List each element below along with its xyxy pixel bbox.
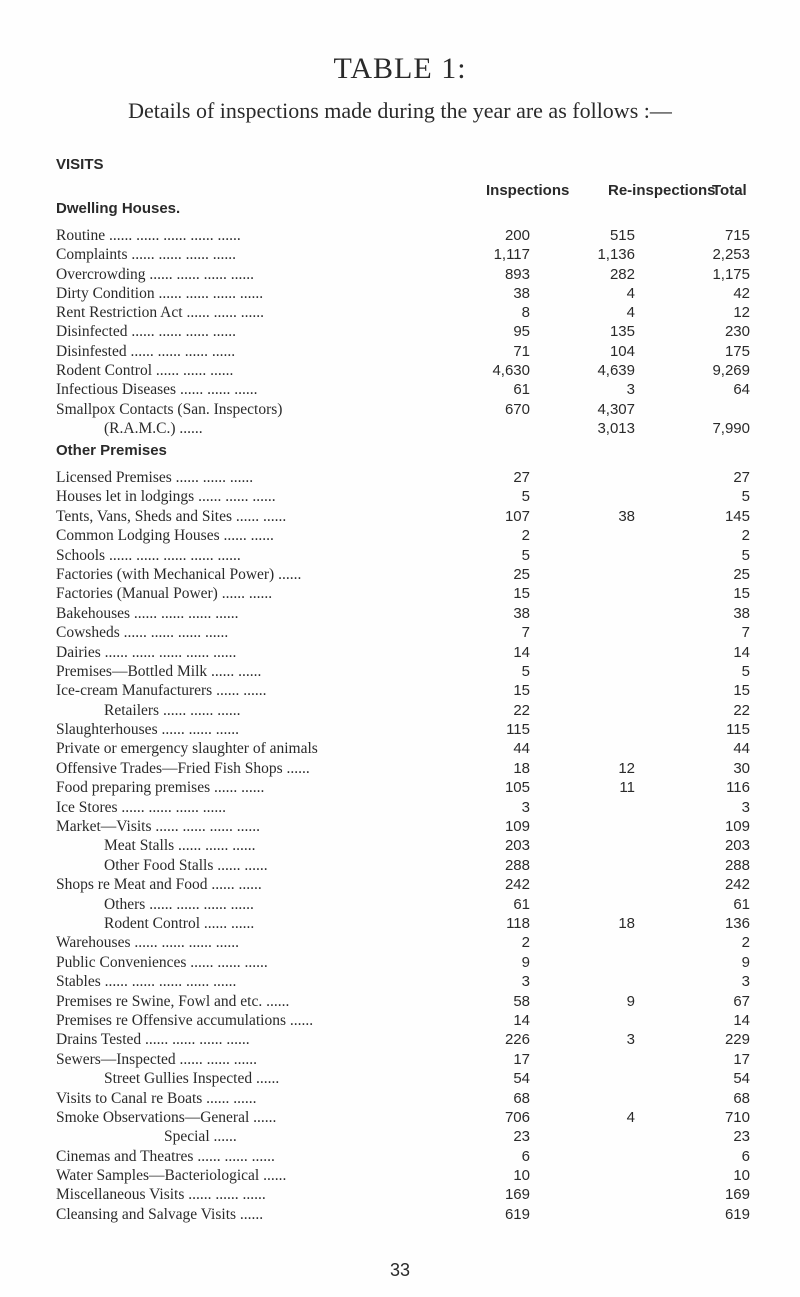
total-cell: 9,269 (712, 362, 750, 380)
row-label: Dairies ...... ...... ...... ...... ...... (56, 643, 237, 661)
total-cell: 115 (726, 721, 750, 739)
reinspections-cell: 4 (626, 304, 635, 322)
total-cell: 2 (741, 934, 750, 952)
table-row (0, 507, 800, 526)
col-total: Total (712, 182, 747, 199)
total-cell: 242 (724, 876, 750, 894)
other-table (0, 468, 800, 1224)
row-label: Rent Restriction Act ...... ...... ...... (56, 304, 264, 322)
total-cell: 61 (733, 895, 750, 913)
row-label: Meat Stalls ...... ...... ...... (104, 837, 256, 855)
inspections-cell: 706 (504, 1108, 530, 1126)
inspections-cell: 107 (504, 507, 530, 525)
inspections-cell: 109 (504, 818, 530, 836)
inspections-cell: 10 (513, 1167, 530, 1185)
row-label: Disinfected ...... ...... ...... ...... (56, 323, 236, 341)
total-cell: 715 (724, 227, 750, 244)
table-row (0, 992, 800, 1011)
inspections-cell: 200 (504, 227, 530, 244)
table-row (0, 662, 800, 681)
table-row (0, 681, 800, 700)
row-label: Premises re Offensive accumulations ...... (56, 1011, 314, 1029)
row-label: Tents, Vans, Sheds and Sites ...... ...... (56, 507, 287, 525)
inspections-cell: 670 (504, 400, 530, 418)
row-label: Smallpox Contacts (San. Inspectors) (56, 400, 283, 418)
reinspections-cell: 11 (619, 779, 635, 797)
reinspections-cell: 18 (618, 914, 635, 932)
inspections-cell: 105 (504, 779, 530, 797)
total-cell: 5 (741, 546, 750, 564)
row-label: Rodent Control ...... ...... ...... (56, 362, 234, 380)
table-row (0, 1205, 800, 1224)
table-row (0, 1069, 800, 1088)
inspections-cell: 169 (504, 1186, 530, 1204)
reinspections-cell: 4 (626, 284, 635, 302)
inspections-cell: 22 (513, 701, 530, 719)
inspections-cell: 14 (513, 1011, 530, 1029)
row-label: Food preparing premises ...... ...... (56, 779, 265, 797)
table-row (0, 778, 800, 797)
total-cell: 169 (724, 1186, 750, 1204)
row-label: Retailers ...... ...... ...... (104, 701, 241, 719)
total-cell: 710 (724, 1108, 750, 1126)
row-label: Special ...... (164, 1128, 237, 1146)
col-inspections: Inspections (486, 182, 570, 199)
inspections-cell: 115 (506, 721, 530, 739)
inspections-cell: 71 (513, 342, 530, 360)
total-cell: 14 (733, 643, 750, 661)
reinspections-cell: 4,639 (597, 362, 635, 380)
inspections-cell: 54 (513, 1070, 530, 1088)
total-cell: 12 (733, 304, 750, 322)
reinspections-cell: 1,136 (597, 246, 635, 264)
table-row (0, 817, 800, 836)
total-cell: 7,990 (712, 419, 750, 437)
table-row (0, 953, 800, 972)
row-label: (R.A.M.C.) ...... (104, 419, 203, 437)
table-row (0, 342, 800, 361)
inspections-cell: 95 (513, 323, 530, 341)
row-label: Premises re Swine, Fowl and etc. ...... (56, 992, 290, 1010)
total-cell: 15 (733, 682, 750, 700)
total-cell: 23 (733, 1128, 750, 1146)
inspections-cell: 5 (521, 662, 530, 680)
inspections-cell: 118 (506, 914, 530, 932)
inspections-cell: 58 (513, 992, 530, 1010)
table-row (0, 623, 800, 642)
row-label: Schools ...... ...... ...... ...... ...... (56, 546, 241, 564)
row-label: Offensive Trades—Fried Fish Shops ...... (56, 759, 310, 777)
table-row (0, 875, 800, 894)
total-cell: 175 (724, 342, 750, 360)
table-row (0, 895, 800, 914)
table-row (0, 739, 800, 758)
row-label: Ice-cream Manufacturers ...... ...... (56, 682, 267, 700)
reinspections-cell: 3,013 (597, 419, 635, 437)
table-row (0, 226, 800, 245)
total-cell: 9 (741, 953, 750, 971)
table-row (0, 759, 800, 778)
inspections-cell: 242 (504, 876, 530, 894)
table-row (0, 322, 800, 341)
table-row (0, 798, 800, 817)
total-cell: 25 (733, 565, 750, 583)
total-cell: 67 (733, 992, 750, 1010)
inspections-cell: 8 (521, 304, 530, 322)
inspections-cell: 61 (513, 895, 530, 913)
table-row (0, 836, 800, 855)
table-row (0, 856, 800, 875)
total-cell: 15 (733, 585, 750, 603)
table-row (0, 468, 800, 487)
total-cell: 1,175 (712, 265, 750, 283)
table-row (0, 584, 800, 603)
inspections-cell: 44 (513, 740, 530, 758)
inspections-cell: 203 (504, 837, 530, 855)
table-row (0, 546, 800, 565)
row-label: Slaughterhouses ...... ...... ...... (56, 721, 239, 739)
table-row (0, 1011, 800, 1030)
row-label: Market—Visits ...... ...... ...... ...... (56, 818, 261, 836)
col-reinspections: Re-inspections (608, 182, 716, 199)
inspections-cell: 1,117 (493, 246, 530, 264)
total-cell: 17 (733, 1050, 750, 1068)
table-row (0, 526, 800, 545)
row-label: Other Food Stalls ...... ...... (104, 856, 268, 874)
visits-heading: VISITS (56, 156, 104, 173)
table-row (0, 419, 800, 438)
table-row (0, 361, 800, 380)
table-row (0, 1050, 800, 1069)
inspections-cell: 38 (513, 284, 530, 302)
table-row (0, 914, 800, 933)
table-row (0, 972, 800, 991)
reinspections-cell: 4,307 (597, 400, 635, 418)
total-cell: 5 (741, 662, 750, 680)
reinspections-cell: 4 (626, 1108, 635, 1126)
table-row (0, 1147, 800, 1166)
row-label: Licensed Premises ...... ...... ...... (56, 469, 254, 486)
inspections-cell: 226 (504, 1031, 530, 1049)
inspections-cell: 38 (513, 604, 530, 622)
total-cell: 42 (733, 284, 750, 302)
total-cell: 116 (726, 779, 750, 797)
row-label: Houses let in lodgings ...... ...... ...... (56, 488, 276, 506)
table-row (0, 1030, 800, 1049)
total-cell: 3 (741, 798, 750, 816)
table-title: TABLE 1: (333, 52, 467, 85)
total-cell: 38 (733, 604, 750, 622)
total-cell: 54 (733, 1070, 750, 1088)
table-row (0, 380, 800, 399)
total-cell: 14 (733, 1011, 750, 1029)
inspections-cell: 2 (521, 527, 530, 545)
inspections-cell: 6 (521, 1147, 530, 1165)
inspections-cell: 4,630 (492, 362, 530, 380)
other-heading: Other Premises (56, 442, 167, 459)
total-cell: 2,253 (712, 246, 750, 264)
total-cell: 2 (741, 527, 750, 545)
inspections-cell: 288 (504, 856, 530, 874)
table-row (0, 604, 800, 623)
total-cell: 27 (733, 469, 750, 486)
table-row (0, 303, 800, 322)
total-cell: 7 (741, 624, 750, 642)
inspections-cell: 7 (521, 624, 530, 642)
inspections-cell: 23 (513, 1128, 530, 1146)
row-label: Routine ...... ...... ...... ...... ...... (56, 227, 241, 244)
table-row (0, 643, 800, 662)
row-label: Disinfested ...... ...... ...... ...... (56, 342, 236, 360)
inspections-cell: 3 (521, 798, 530, 816)
inspections-cell: 5 (521, 488, 530, 506)
inspections-cell: 15 (513, 682, 530, 700)
row-label: Visits to Canal re Boats ...... ...... (56, 1089, 257, 1107)
table-row (0, 1166, 800, 1185)
inspections-cell: 2 (521, 934, 530, 952)
page-number: 33 (389, 1260, 411, 1280)
row-label: Cleansing and Salvage Visits ...... (56, 1205, 264, 1223)
inspections-cell: 15 (513, 585, 530, 603)
row-label: Ice Stores ...... ...... ...... ...... (56, 798, 227, 816)
dwelling-heading: Dwelling Houses. (56, 200, 181, 217)
row-label: Water Samples—Bacteriological ...... (56, 1167, 287, 1185)
inspections-cell: 61 (513, 381, 530, 399)
row-label: Overcrowding ...... ...... ...... ...... (56, 265, 255, 283)
reinspections-cell: 38 (618, 507, 635, 525)
total-cell: 68 (733, 1089, 750, 1107)
row-label: Factories (Manual Power) ...... ...... (56, 585, 273, 603)
total-cell: 30 (733, 759, 750, 777)
total-cell: 64 (733, 381, 750, 399)
row-label: Stables ...... ...... ...... ...... ...... (56, 973, 237, 991)
inspections-cell: 27 (513, 469, 530, 486)
reinspections-cell: 104 (609, 342, 635, 360)
total-cell: 145 (724, 507, 750, 525)
inspections-cell: 5 (521, 546, 530, 564)
inspections-cell: 9 (521, 953, 530, 971)
table-row (0, 933, 800, 952)
row-label: Drains Tested ...... ...... ...... ...... (56, 1031, 250, 1049)
row-label: Complaints ...... ...... ...... ...... (56, 246, 236, 264)
table-row (0, 265, 800, 284)
total-cell: 5 (741, 488, 750, 506)
row-label: Miscellaneous Visits ...... ...... ...... (56, 1186, 266, 1204)
reinspections-cell: 515 (609, 227, 635, 244)
table-row (0, 400, 800, 419)
reinspections-cell: 12 (618, 759, 635, 777)
row-label: Premises—Bottled Milk ...... ...... (56, 662, 262, 680)
table-row (0, 565, 800, 584)
total-cell: 22 (733, 701, 750, 719)
inspections-cell: 14 (513, 643, 530, 661)
row-label: Factories (with Mechanical Power) ...... (56, 565, 302, 583)
dwelling-table (0, 226, 800, 438)
table-row (0, 701, 800, 720)
reinspections-cell: 135 (609, 323, 635, 341)
table-row (0, 1089, 800, 1108)
inspections-cell: 17 (513, 1050, 530, 1068)
total-cell: 229 (724, 1031, 750, 1049)
reinspections-cell: 3 (626, 381, 635, 399)
total-cell: 109 (724, 818, 750, 836)
total-cell: 288 (724, 856, 750, 874)
table-row (0, 720, 800, 739)
total-cell: 136 (724, 914, 750, 932)
row-label: Street Gullies Inspected ...... (104, 1070, 280, 1088)
total-cell: 6 (741, 1147, 750, 1165)
row-label: Sewers—Inspected ...... ...... ...... (56, 1050, 258, 1068)
row-label: Public Conveniences ...... ...... ...... (56, 953, 268, 971)
table-row (0, 284, 800, 303)
reinspections-cell: 9 (626, 992, 635, 1010)
inspections-cell: 25 (513, 565, 530, 583)
inspections-cell: 18 (513, 759, 530, 777)
inspections-cell: 893 (504, 265, 530, 283)
total-cell: 44 (733, 740, 750, 758)
row-label: Dirty Condition ...... ...... ...... ...... (56, 284, 264, 302)
row-label: Cowsheds ...... ...... ...... ...... (56, 624, 229, 642)
row-label: Private or emergency slaughter of animals (56, 740, 318, 758)
total-cell: 3 (741, 973, 750, 991)
total-cell: 10 (733, 1167, 750, 1185)
inspections-cell: 68 (513, 1089, 530, 1107)
total-cell: 619 (724, 1205, 750, 1223)
row-label: Infectious Diseases ...... ...... ...... (56, 381, 258, 399)
row-label: Rodent Control ...... ...... (104, 914, 255, 932)
table-row (0, 1127, 800, 1146)
row-label: Bakehouses ...... ...... ...... ...... (56, 604, 239, 622)
table-row (0, 1185, 800, 1204)
table-row (0, 245, 800, 264)
reinspections-cell: 282 (609, 265, 635, 283)
row-label: Warehouses ...... ...... ...... ...... (56, 934, 240, 952)
row-label: Common Lodging Houses ...... ...... (56, 527, 274, 545)
row-label: Cinemas and Theatres ...... ...... ...... (56, 1147, 275, 1165)
row-label: Shops re Meat and Food ...... ...... (56, 876, 262, 894)
inspections-cell: 619 (504, 1205, 530, 1223)
table-subtitle: Details of inspections made during the year are as follows :— (128, 98, 672, 123)
reinspections-cell: 3 (626, 1031, 635, 1049)
inspections-cell: 3 (521, 973, 530, 991)
total-cell: 203 (724, 837, 750, 855)
row-label: Others ...... ...... ...... ...... (104, 895, 254, 913)
total-cell: 230 (724, 323, 750, 341)
table-row (0, 1108, 800, 1127)
table-row (0, 487, 800, 506)
row-label: Smoke Observations—General ...... (56, 1108, 277, 1126)
